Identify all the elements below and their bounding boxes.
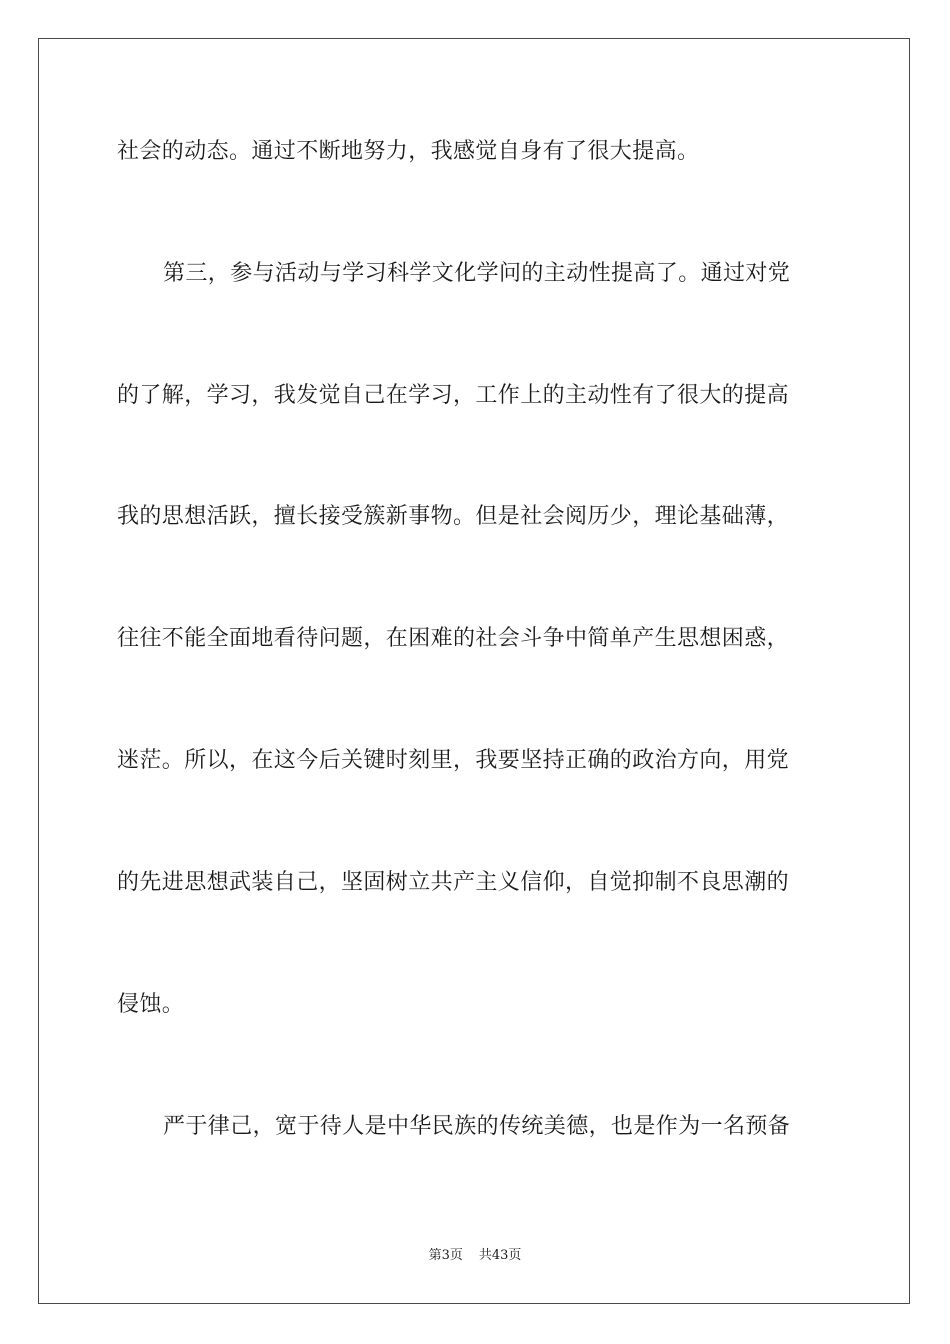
body-line-4: 我的思想活跃，擅长接受簇新事物。但是社会阅历少，理论基础薄， [117,504,790,529]
body-line-8: 侵蚀。 [117,992,185,1017]
body-line-5: 往往不能全面地看待问题，在困难的社会斗争中简单产生思想困惑， [117,626,790,651]
body-line-2: 第三，参与活动与学习科学文化学问的主动性提高了。通过对党 [163,261,791,286]
page-footer [0,1247,950,1265]
body-line-7: 的先进思想武装自己，坚固树立共产主义信仰，自觉抑制不良思潮的 [117,870,790,895]
body-line-1: 社会的动态。通过不断地努力，我感觉自身有了很大提高。 [117,139,700,164]
body-line-6: 迷茫。所以，在这今后关键时刻里，我要坚持正确的政治方向，用党 [117,748,790,773]
total-pages: 共43页 [478,1248,522,1263]
page-number: 第3页 [428,1248,463,1263]
body-line-3: 的了解，学习，我发觉自己在学习，工作上的主动性有了很大的提高 [117,383,790,408]
body-line-9: 严于律己，宽于待人是中华民族的传统美德，也是作为一名预备 [163,1114,791,1139]
